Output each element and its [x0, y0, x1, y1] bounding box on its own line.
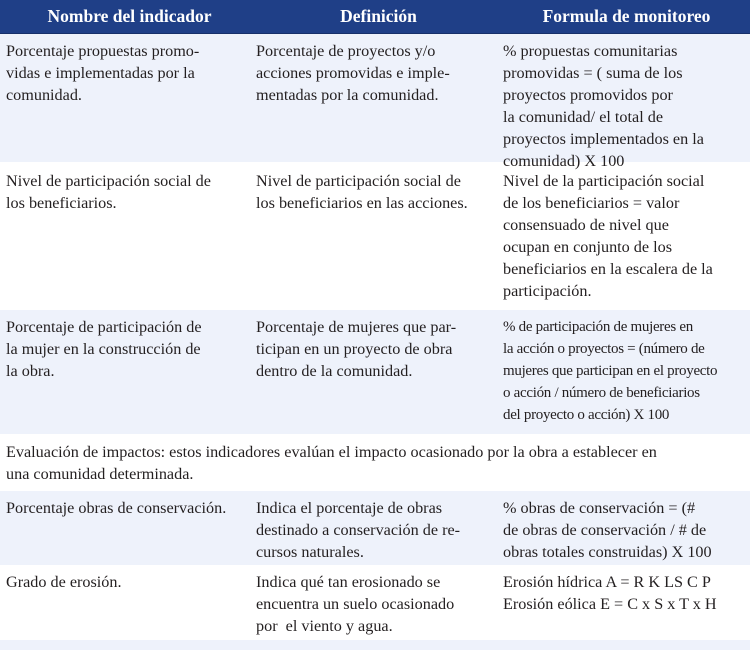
definition-cell: Porcentaje de mujeres que par- ticipan en un proyecto de obra dentro de la comunidad. [256, 318, 457, 380]
section-note: Evaluación de impactos: estos indicadores evalúan el impacto ocasionado por la obra a establecer en una comunidad determinada. [0, 434, 750, 491]
table-row [0, 34, 750, 170]
table-row [0, 310, 750, 434]
definition-cell: Nivel de participación social de los beneficiarios en las acciones. [256, 172, 468, 212]
definition-cell: Porcentaje de proyectos y/o acciones promovidas e imple- mentadas por la comunidad. [256, 42, 450, 104]
indicator-cell: Porcentaje propuestas promo- vidas e implementadas por la comunidad. [6, 42, 200, 104]
indicator-cell: Porcentaje obras de conservación. [6, 499, 227, 517]
header-definition: Definición [340, 6, 417, 26]
formula-cell: % propuestas comunitarias promovidas = ( suma de los proyectos promovidos por la comunidad/ el total de proyectos implementados en la comunidad) X 100 [503, 42, 704, 170]
definition-cell: Indica qué tan erosionado se encuentra un suelo ocasionado por el viento y agua. [256, 573, 455, 635]
table-header [0, 0, 750, 34]
definition-cell: Indica el porcentaje de obras destinado a conservación de re- cursos naturales. [256, 499, 461, 561]
formula-cell: Nivel de la participación social de los beneficiarios = valor consensuado de nivel que ocupan en conjunto de los beneficiarios en la escalera de la participación. [503, 172, 713, 300]
formula-cell: % obras de conservación = (# de obras de conservación / # de obras totales construidas) X 100 [503, 499, 712, 561]
header-indicator-name: Nombre del indicador [47, 6, 212, 26]
table-row [0, 565, 750, 640]
indicator-cell: Grado de erosión. [6, 573, 122, 591]
table-bottom-band [0, 640, 750, 650]
indicator-cell: Nivel de participación social de los beneficiarios. [6, 172, 211, 212]
table-row [0, 162, 750, 310]
indicator-cell: Porcentaje de participación de la mujer en la construcción de la obra. [6, 318, 202, 380]
header-monitoring-formula: Formula de monitoreo [542, 6, 711, 26]
table-row [0, 491, 750, 565]
formula-cell: Erosión hídrica A = R K LS C P Erosión eólica E = C x S x T x H [503, 573, 717, 613]
formula-cell: % de participación de mujeres en la acción o proyectos = (número de mujeres que participan en el proyecto o acción / número de beneficiarios del proyecto o acción) X 100 [503, 319, 718, 423]
